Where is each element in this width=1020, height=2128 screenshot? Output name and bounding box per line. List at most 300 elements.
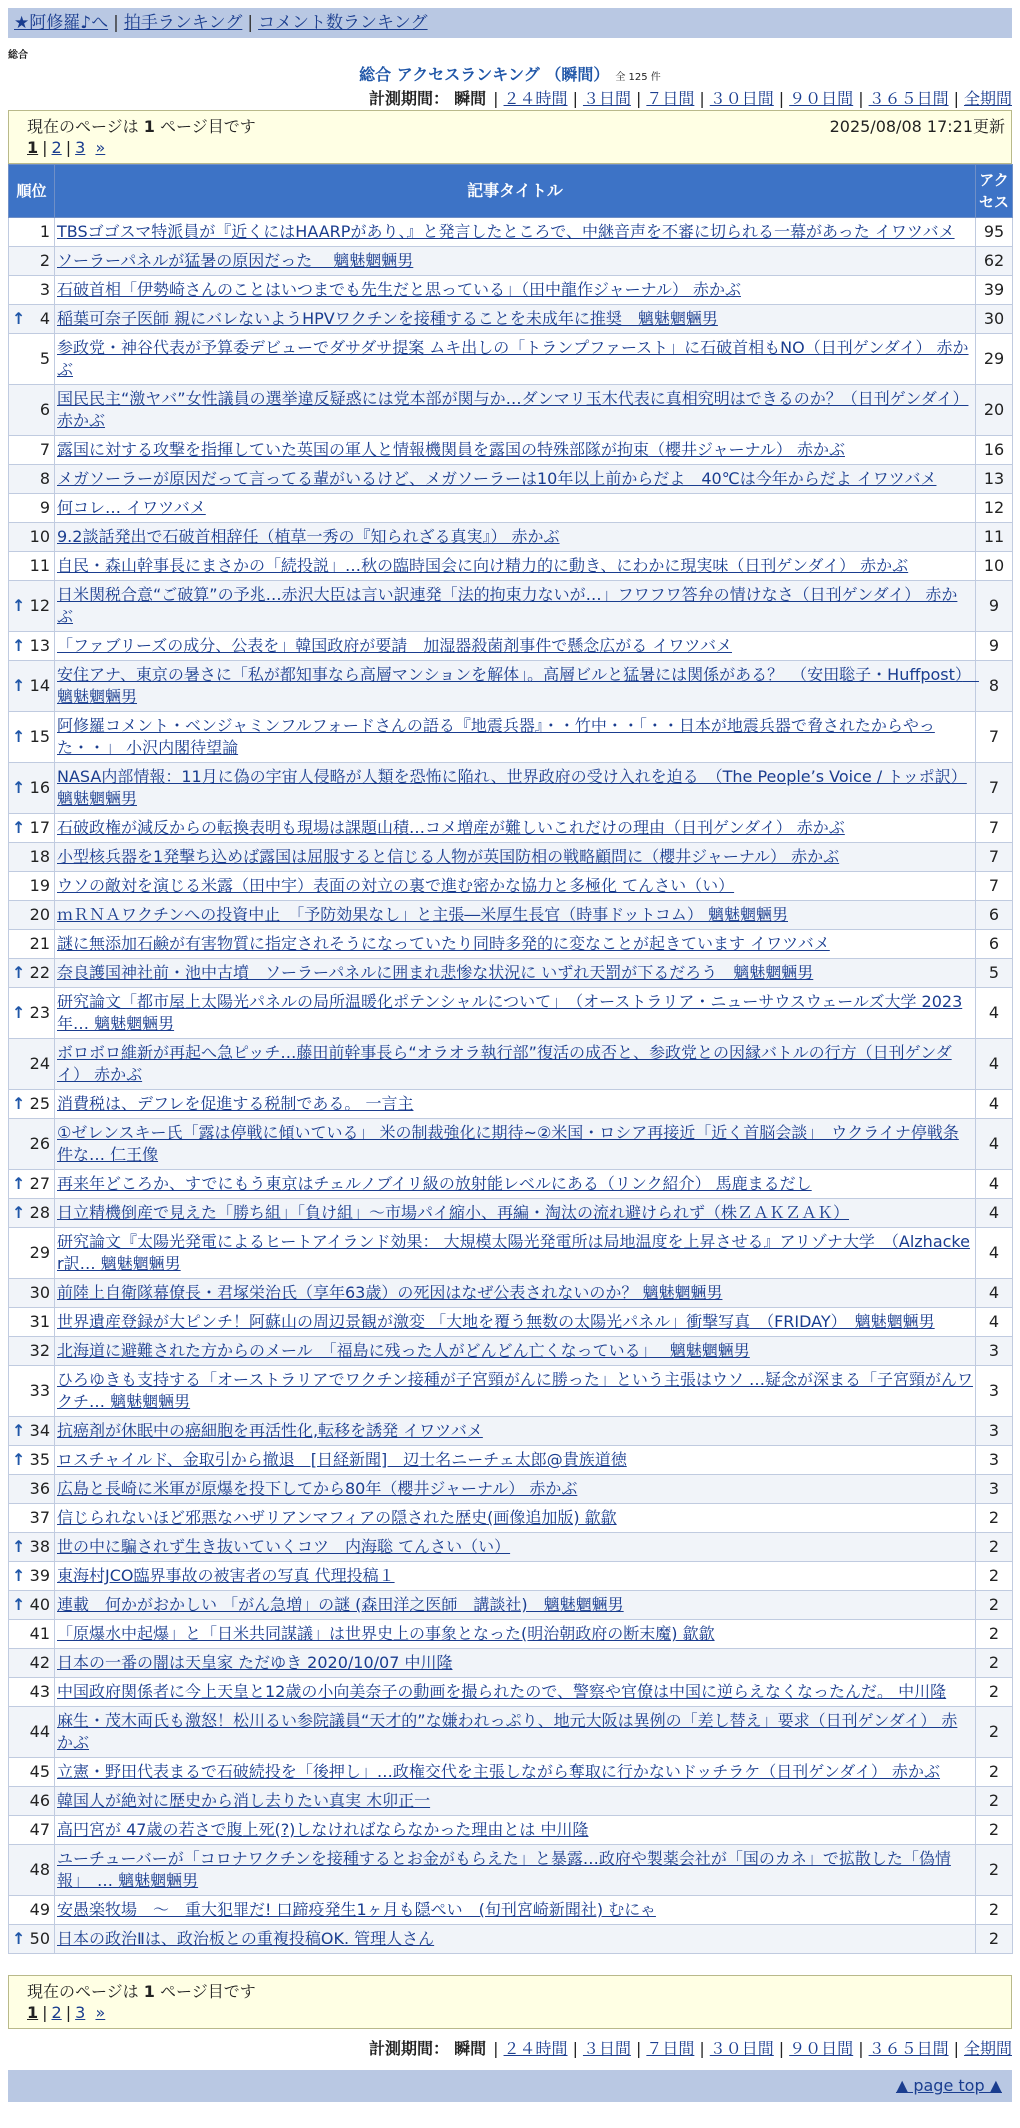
table-row [9, 1475, 1013, 1504]
title-cell [55, 305, 976, 334]
table-row [9, 552, 1013, 581]
rank-cell [9, 334, 55, 385]
rank-number: 44 [29, 1722, 50, 1741]
rank-cell [9, 552, 55, 581]
rank-cell [9, 1119, 55, 1170]
table-row [9, 814, 1013, 843]
access-count: 12 [976, 494, 1013, 523]
rank-cell [9, 1308, 55, 1337]
rank-up-icon: ↑ [12, 1537, 26, 1556]
title-cell [55, 1925, 976, 1954]
table-row [9, 334, 1013, 385]
access-count: 4 [976, 1090, 1013, 1119]
ranking-table [8, 164, 1013, 1954]
table-row [9, 465, 1013, 494]
title-cell [55, 959, 976, 988]
rank-up-icon: ↑ [12, 1929, 26, 1948]
rank-cell [9, 247, 55, 276]
rank-up-icon: ↑ [12, 778, 26, 797]
rank-number: 43 [29, 1682, 50, 1701]
rank-number: 13 [29, 636, 50, 655]
table-row [9, 1787, 1013, 1816]
title-cell [55, 1562, 976, 1591]
article-link[interactable]: 広島と長崎に米軍が原爆を投下してから80年（櫻井ジャーナル） 赤かぶ [57, 1479, 578, 1498]
article-link[interactable]: 自民・森山幹事長にまさかの「続投説」…秋の臨時国会に向け精力的に動き、にわかに現実味（日刊ゲンダイ） 赤かぶ [57, 556, 909, 575]
rank-number: 38 [29, 1537, 50, 1556]
table-row [9, 218, 1013, 247]
title-cell [55, 1039, 976, 1090]
rank-number: 1 [39, 222, 50, 241]
rank-number: 26 [29, 1134, 50, 1153]
rank-cell [9, 1758, 55, 1787]
table-row [9, 1533, 1013, 1562]
rank-cell [9, 1845, 55, 1896]
period-30d-link[interactable]: ３０日間 [709, 2039, 774, 2058]
access-count: 3 [976, 1475, 1013, 1504]
pager-page-3[interactable]: 3 [75, 2003, 86, 2022]
rank-cell [9, 494, 55, 523]
comment-ranking-link[interactable]: コメント数ランキング [258, 13, 428, 33]
rank-up-icon: ↑ [12, 727, 26, 746]
access-count: 10 [976, 552, 1013, 581]
rank-number: 37 [29, 1508, 50, 1527]
rank-number: 48 [29, 1860, 50, 1879]
table-row [9, 1562, 1013, 1591]
article-link[interactable]: 露国に対する攻撃を指揮していた英国の軍人と情報機関員を露国の特殊部隊が拘束（櫻井ジャーナル） 赤かぶ [57, 440, 845, 459]
article-link[interactable]: NASA内部情報：11月に偽の宇宙人侵略が人類を恐怖に陥れ、世界政府の受け入れを迫る （The People’s Voice / トッポ訳） 魑魅魍魎男 [57, 767, 967, 808]
access-count: 2 [976, 1504, 1013, 1533]
table-row [9, 763, 1013, 814]
article-link[interactable]: 研究論文『太陽光発電によるヒートアイランド効果： 大規模太陽光発電所は局地温度を上昇させる』アリゾナ大学 （Alzhacker訳… 魑魅魍魎男 [57, 1232, 970, 1273]
rank-cell [9, 901, 55, 930]
access-count: 3 [976, 1417, 1013, 1446]
access-count: 3 [976, 1337, 1013, 1366]
rank-up-icon: ↑ [12, 1566, 26, 1585]
table-row [9, 1279, 1013, 1308]
rank-number: 39 [29, 1566, 50, 1585]
access-count: 2 [976, 1649, 1013, 1678]
period-30d-link[interactable]: ３０日間 [709, 89, 774, 108]
pager-page-2[interactable]: 2 [51, 138, 62, 157]
rank-number: 12 [29, 596, 50, 615]
access-count: 9 [976, 632, 1013, 661]
applause-ranking-link[interactable]: 拍手ランキング [123, 13, 243, 33]
rank-number: 16 [29, 778, 50, 797]
title-cell [55, 1119, 976, 1170]
rank-number: 4 [39, 309, 50, 328]
table-row [9, 1845, 1013, 1896]
period-7d-link[interactable]: ７日間 [646, 89, 695, 108]
table-row [9, 959, 1013, 988]
rank-number: 10 [29, 527, 50, 546]
access-count: 2 [976, 1707, 1013, 1758]
access-count: 2 [976, 1845, 1013, 1896]
article-link[interactable]: 稲葉可奈子医師 親にバレないようHPVワクチンを接種することを未成年に推奨 魑魅魍魎男 [57, 309, 718, 328]
access-count: 2 [976, 1787, 1013, 1816]
rank-up-icon: ↑ [12, 676, 26, 695]
rank-cell [9, 436, 55, 465]
title-cell [55, 581, 976, 632]
access-count: 7 [976, 763, 1013, 814]
article-link[interactable]: 高円宮が 47歳の若さで腹上死(?)しなければならなかった理由とは 中川隆 [57, 1820, 589, 1839]
rank-number: 24 [29, 1054, 50, 1073]
table-row [9, 1649, 1013, 1678]
rank-cell [9, 1816, 55, 1845]
title-cell [55, 334, 976, 385]
rank-number: 35 [29, 1450, 50, 1469]
rank-cell [9, 1337, 55, 1366]
title-cell [55, 1446, 976, 1475]
access-count: 16 [976, 436, 1013, 465]
pager-page-3[interactable]: 3 [75, 138, 86, 157]
rank-up-icon: ↑ [12, 1421, 26, 1440]
title-cell [55, 632, 976, 661]
rank-up-icon: ↑ [12, 818, 26, 837]
rank-cell [9, 1896, 55, 1925]
title-cell [55, 1845, 976, 1896]
rank-number: 11 [29, 556, 50, 575]
rank-number: 29 [29, 1243, 50, 1262]
access-count: 39 [976, 276, 1013, 305]
period-label: 計測期間： [369, 89, 450, 108]
page-top-link[interactable]: ▲ page top ▲ [895, 2076, 1002, 2095]
rank-cell [9, 1228, 55, 1279]
article-link[interactable]: TBSゴゴスマ特派員が『近くにはHAARPがあり、』と発言したところで、中継音声を不審に切られる一幕があった イワツバメ [57, 222, 955, 241]
article-link[interactable]: ひろゆきも支持する「オーストラリアでワクチン接種が子宮頸がんに勝った」という主張はウソ …疑念が深まる「子宮頸がんワクチ… 魑魅魍魎男 [57, 1370, 973, 1411]
access-count: 2 [976, 1925, 1013, 1954]
access-count: 2 [976, 1896, 1013, 1925]
period-3d-link[interactable]: ３日間 [582, 89, 631, 108]
rank-up-icon: ↑ [12, 1595, 26, 1614]
article-link[interactable]: 抗癌剤が休眠中の癌細胞を再活性化,転移を誘発 イワツバメ [57, 1421, 483, 1440]
rank-cell [9, 465, 55, 494]
article-link[interactable]: 参政党・神谷代表が予算委デビューでダサダサ提案 ムキ出しの「トランプファースト」に石破首相もNO（日刊ゲンダイ） 赤かぶ [57, 338, 969, 379]
table-row [9, 247, 1013, 276]
title-cell [55, 1758, 976, 1787]
rank-cell [9, 1090, 55, 1119]
pager-bottom: 1 | 2 | 3 » [27, 2003, 106, 2022]
table-row [9, 1039, 1013, 1090]
rank-cell [9, 1707, 55, 1758]
table-row [9, 1707, 1013, 1758]
table-header-row [9, 165, 1013, 218]
rank-number: 8 [39, 469, 50, 488]
rank-cell [9, 1279, 55, 1308]
table-row [9, 1758, 1013, 1787]
article-link[interactable]: 再来年どころか、すでにもう東京はチェルノブイリ級の放射能レベルにある（リンク紹介） 馬鹿まるだし [57, 1174, 812, 1193]
table-row [9, 1678, 1013, 1707]
article-link[interactable]: ウソの敵対を演じる米露（田中宇）表面の対立の裏で進む密かな協力と多極化 てんさい（い） [57, 876, 735, 895]
rank-number: 3 [39, 280, 50, 299]
article-link[interactable]: 立憲・野田代表まるで石破続投を「後押し」…政権交代を主張しながら奪取に行かないドッチラケ（日刊ゲンダイ） 赤かぶ [57, 1762, 941, 1781]
article-link[interactable]: 安愚楽牧場 ～ 重大犯罪だ! 口蹄疫発生1ヶ月も隠ぺい (旬刊宮崎新聞社) むにゃ [57, 1900, 656, 1919]
article-link[interactable]: 日本の政治Ⅱは、政治板との重複投稿OK. 管理人さん [57, 1929, 435, 1948]
page-title: 総合 アクセスランキング （瞬間） [359, 65, 610, 84]
title-cell [55, 1228, 976, 1279]
table-row [9, 1620, 1013, 1649]
table-row [9, 1446, 1013, 1475]
table-row [9, 1228, 1013, 1279]
title-cell [55, 1787, 976, 1816]
updated-timestamp: 2025/08/08 17:21更新 [829, 117, 1005, 136]
period-7d-link[interactable]: ７日間 [646, 2039, 695, 2058]
article-link[interactable]: 国民民主“激ヤバ”女性議員の選挙違反疑惑には党本部が関与か…ダンマリ玉木代表に真相究明はできるのか？（日刊ゲンダイ） 赤かぶ [57, 389, 969, 430]
table-row [9, 1170, 1013, 1199]
title-cell [55, 385, 976, 436]
access-count: 4 [976, 1228, 1013, 1279]
period-365d-link[interactable]: ３６５日間 [868, 89, 949, 108]
article-link[interactable]: 日本の一番の闇は天皇家 ただゆき 2020/10/07 中川隆 [57, 1653, 453, 1672]
rank-up-icon: ↑ [12, 963, 26, 982]
title-cell [55, 1620, 976, 1649]
rank-number: 45 [29, 1762, 50, 1781]
article-link[interactable]: 信じられないほど邪悪なハザリアンマフィアの隠された歴史(画像追加版) 歙歙 [57, 1508, 617, 1527]
period-selector-top: 計測期間： 瞬間 | ２４時間 | ３日間 | ７日間 | ３０日間 | ９０日間 | ３６５日間 | 全期間 [369, 89, 1012, 108]
access-count: 20 [976, 385, 1013, 436]
rank-number: 7 [39, 440, 50, 459]
table-row [9, 988, 1013, 1039]
period-90d-link[interactable]: ９０日間 [789, 2039, 854, 2058]
table-row [9, 1925, 1013, 1954]
article-link[interactable]: 「ファブリーズの成分、公表を」韓国政府が要請 加湿器殺菌剤事件で懸念広がる イワツバメ [57, 636, 733, 655]
title-cell [55, 843, 976, 872]
rank-number: 31 [29, 1312, 50, 1331]
rank-number: 32 [29, 1341, 50, 1360]
rank-number: 40 [29, 1595, 50, 1614]
pager-page-2[interactable]: 2 [51, 2003, 62, 2022]
title-cell [55, 763, 976, 814]
article-link[interactable]: 「原爆水中起爆」と「日米共同謀議」は世界史上の事象となった(明治朝政府の断末魔) 歙歙 [57, 1624, 715, 1643]
title-cell [55, 1308, 976, 1337]
rank-cell [9, 1649, 55, 1678]
access-count: 95 [976, 218, 1013, 247]
article-link[interactable]: ｍＲＮＡワクチンへの投資中止 「予防効果なし」と主張―米厚生長官（時事ドットコム） 魑魅魍魎男 [57, 905, 789, 924]
table-row [9, 1199, 1013, 1228]
access-count: 30 [976, 305, 1013, 334]
article-link[interactable]: ユーチューバーが「コロナワクチンを接種するとお金がもらえた」と暴露…政府や製薬会社が「国のカネ」で拡散した「偽情報」 … 魑魅魍魎男 [57, 1849, 951, 1890]
title-cell [55, 1366, 976, 1417]
access-count: 2 [976, 1758, 1013, 1787]
rank-cell [9, 1591, 55, 1620]
title-cell [55, 988, 976, 1039]
table-row [9, 494, 1013, 523]
rank-cell [9, 1446, 55, 1475]
rank-cell [9, 763, 55, 814]
title-cell [55, 661, 979, 712]
title-cell [55, 494, 976, 523]
rank-number: 21 [29, 934, 50, 953]
rank-number: 30 [29, 1283, 50, 1302]
rank-number: 50 [29, 1929, 50, 1948]
article-link[interactable]: 小型核兵器を1発撃ち込めば露国は屈服すると信じる人物が英国防相の戦略顧問に（櫻井ジャーナル） 赤かぶ [57, 847, 840, 866]
table-row [9, 1090, 1013, 1119]
title-cell [55, 465, 976, 494]
article-link[interactable]: 中国政府関係者に今上天皇と12歳の小向美奈子の動画を撮られたので、警察や官僚は中国に逆らえなくなったんだ。 中川隆 [57, 1682, 947, 1701]
title-cell [55, 247, 976, 276]
title-cell [55, 1417, 976, 1446]
rank-number: 36 [29, 1479, 50, 1498]
article-link[interactable]: 石破政権が減反からの転換表明も現場は課題山積…コメ増産が難しいこれだけの理由（日刊ゲンダイ） 赤かぶ [57, 818, 845, 837]
rank-cell [9, 1417, 55, 1446]
home-link[interactable]: ★阿修羅♪へ [14, 13, 109, 33]
rank-up-icon: ↑ [12, 1203, 26, 1222]
article-link[interactable]: メガソーラーが原因だって言ってる輩がいるけど、メガソーラーは10年以上前からだよ 40℃は今年からだよ イワツバメ [57, 469, 937, 488]
article-link[interactable]: 北海道に避難された方からのメール 「福島に残った人がどんどん亡くなっている」 魑魅魍魎男 [57, 1341, 750, 1360]
access-count: 4 [976, 1170, 1013, 1199]
article-link[interactable]: 日米関税合意“ご破算”の予兆…赤沢大臣は言い訳連発「法的拘束力ないが…」フワフワ答弁の情けなさ（日刊ゲンダイ） 赤かぶ [57, 585, 958, 626]
article-link[interactable]: 東海村JCO臨界事故の被害者の写真 代理投稿１ [57, 1566, 395, 1585]
rank-cell [9, 1562, 55, 1591]
title-cell [55, 1090, 976, 1119]
period-24h-link[interactable]: ２４時間 [503, 89, 568, 108]
article-link[interactable]: 奈良護国神社前・池中古墳 ソーラーパネルに囲まれ悲惨な状況に いずれ天罰が下るだろう 魑魅魍魎男 [57, 963, 814, 982]
rank-number: 46 [29, 1791, 50, 1810]
pager-next[interactable]: » [95, 138, 106, 157]
rank-cell [9, 632, 55, 661]
table-row [9, 872, 1013, 901]
article-link[interactable]: ①ゼレンスキー氏「露は停戦に傾いている」 米の制裁強化に期待~②米国・ロシア再接近「近く首脳会談」 ウクライナ停戦条件な… 仁王像 [57, 1123, 959, 1164]
table-row [9, 305, 1013, 334]
title-cell [55, 872, 976, 901]
pager-current: 1 [27, 138, 39, 157]
rank-up-icon: ↑ [12, 1450, 26, 1469]
rank-cell [9, 872, 55, 901]
article-link[interactable]: 韓国人が絶対に歴史から消し去りたい真実 木卯正一 [57, 1791, 431, 1810]
access-count: 7 [976, 843, 1013, 872]
rank-cell [9, 581, 55, 632]
article-link[interactable]: 日立精機倒産で見えた「勝ち組」「負け組」～市場パイ縮小、再編・淘汰の流れ避けられず（株ＺＡＫＺＡＫ） [57, 1203, 850, 1222]
rank-up-icon: ↑ [12, 309, 26, 328]
table-row [9, 1308, 1013, 1337]
title-cell [55, 930, 976, 959]
table-row [9, 1591, 1013, 1620]
rank-cell [9, 814, 55, 843]
access-count: 2 [976, 1620, 1013, 1649]
table-row [9, 1417, 1013, 1446]
rank-number: 27 [29, 1174, 50, 1193]
rank-cell [9, 1170, 55, 1199]
page-info-box-top [8, 110, 1012, 164]
article-link[interactable]: 世の中に騙されず生き抜いていくコツ 内海聡 てんさい（い） [57, 1537, 511, 1556]
article-link[interactable]: 消費税は、デフレを促進する税制である。 一言主 [57, 1094, 414, 1113]
category-label: 総合 [8, 50, 28, 61]
article-link[interactable]: 阿修羅コメント・ベンジャミンフルフォードさんの語る『地震兵器』・・竹中・・「・・日本が地震兵器で脅されたからやった・・」 小沢内閣待望論 [57, 716, 935, 757]
rank-cell [9, 843, 55, 872]
access-count: 4 [976, 988, 1013, 1039]
rank-number: 49 [29, 1900, 50, 1919]
article-link[interactable]: 9.2談話発出で石破首相辞任（植草一秀の『知られざる真実』） 赤かぶ [57, 527, 560, 546]
access-count: 2 [976, 1678, 1013, 1707]
table-row [9, 930, 1013, 959]
article-link[interactable]: 石破首相「伊勢崎さんのことはいつまでも先生だと思っている」（田中龍作ジャーナル） 赤かぶ [57, 280, 741, 299]
table-row [9, 436, 1013, 465]
rank-cell [9, 959, 55, 988]
access-count: 4 [976, 1199, 1013, 1228]
access-count: 9 [976, 581, 1013, 632]
ranking-heading [0, 62, 1020, 85]
article-link[interactable]: 世界遺産登録が大ピンチ！阿蘇山の周辺景観が激変 「大地を覆う無数の太陽光パネル」衝撃写真 （FRIDAY） 魑魅魍魎男 [57, 1312, 935, 1331]
access-count: 7 [976, 814, 1013, 843]
table-row [9, 712, 1013, 763]
article-link[interactable]: 謎に無添加石鹸が有害物質に指定されそうになっていたり同時多発的に変なことが起きています イワツバメ [57, 934, 830, 953]
access-count: 2 [976, 1591, 1013, 1620]
table-row [9, 1119, 1013, 1170]
table-row [9, 843, 1013, 872]
rank-cell [9, 661, 55, 712]
period-3d-link[interactable]: ３日間 [582, 2039, 631, 2058]
access-count: 29 [976, 334, 1013, 385]
article-link[interactable]: 安住アナ、東京の暑さに「私が都知事なら高層マンションを解体」。高層ビルと猛暑には関係がある？ （安田聡子・Huffpost） 魑魅魍魎男 [57, 665, 979, 706]
article-link[interactable]: 何コレ… イワツバメ [57, 498, 206, 517]
access-count: 11 [976, 523, 1013, 552]
rank-cell [9, 523, 55, 552]
rank-cell [9, 1678, 55, 1707]
rank-number: 22 [29, 963, 50, 982]
title-cell [55, 436, 976, 465]
title-cell [55, 1649, 976, 1678]
rank-cell [9, 1620, 55, 1649]
title-cell [55, 1591, 976, 1620]
period-24h-link[interactable]: ２４時間 [503, 2039, 568, 2058]
table-row [9, 901, 1013, 930]
article-link[interactable]: 前陸上自衛隊幕僚長・君塚栄治氏（享年63歳）の死因はなぜ公表されないのか？ 魑魅魍魎男 [57, 1283, 723, 1302]
article-link[interactable]: 麻生・茂木両氏も激怒！松川るい参院議員“天才的”な嫌われっぷり、地元大阪は異例の「差し替え」要求（日刊ゲンダイ） 赤かぶ [57, 1711, 958, 1752]
article-link[interactable]: ロスチャイルド、金取引から撤退 [日経新聞] 辺士名ニーチェ太郎@貴族道徳 [57, 1450, 627, 1469]
rank-number: 6 [39, 400, 50, 419]
rank-cell [9, 1504, 55, 1533]
period-all-link[interactable]: 全期間 [963, 89, 1012, 108]
rank-cell [9, 218, 55, 247]
table-row [9, 523, 1013, 552]
article-link[interactable]: ボロボロ維新が再起へ急ピッチ…藤田前幹事長ら“オラオラ執行部”復活の成否と、参政党との因縁バトルの行方（日刊ゲンダイ） 赤かぶ [57, 1043, 952, 1084]
title-cell [55, 901, 976, 930]
title-cell [55, 1475, 976, 1504]
title-cell [55, 1279, 976, 1308]
top-nav-bar: ★阿修羅♪へ | 拍手ランキング | コメント数ランキング [8, 8, 1012, 38]
access-count: 5 [976, 959, 1013, 988]
page-status: 現在のページは 1 ページ目です [27, 117, 256, 136]
title-cell [55, 523, 976, 552]
count-column-header: アクセス [976, 165, 1013, 218]
period-90d-link[interactable]: ９０日間 [789, 89, 854, 108]
access-count: 4 [976, 1308, 1013, 1337]
rank-cell [9, 712, 55, 763]
article-link[interactable]: 連載 何かがおかしい 「がん急増」の謎 (森田洋之医師 講談社) 魑魅魍魎男 [57, 1595, 624, 1614]
table-row [9, 1816, 1013, 1845]
period-365d-link[interactable]: ３６５日間 [868, 2039, 949, 2058]
access-count: 2 [976, 1562, 1013, 1591]
title-column-header: 記事タイトル [55, 165, 976, 218]
title-cell [55, 1170, 976, 1199]
table-row [9, 1504, 1013, 1533]
rank-number: 23 [29, 1003, 50, 1022]
rank-number: 2 [39, 251, 50, 270]
title-cell [55, 1533, 976, 1562]
pager-next[interactable]: » [95, 2003, 106, 2022]
rank-number: 41 [29, 1624, 50, 1643]
rank-cell [9, 930, 55, 959]
rank-cell [9, 385, 55, 436]
period-all-link[interactable]: 全期間 [963, 2039, 1012, 2058]
rank-cell [9, 1533, 55, 1562]
table-row [9, 276, 1013, 305]
rank-cell [9, 1199, 55, 1228]
article-link[interactable]: 研究論文「都市屋上太陽光パネルの局所温暖化ポテンシャルについて」 （オーストラリア・ニューサウスウェールズ大学 2023年… 魑魅魍魎男 [57, 992, 963, 1033]
access-count: 62 [976, 247, 1013, 276]
article-link[interactable]: ソーラーパネルが猛暑の原因だった 魑魅魍魎男 [57, 251, 414, 270]
rank-number: 28 [29, 1203, 50, 1222]
access-count: 2 [976, 1816, 1013, 1845]
